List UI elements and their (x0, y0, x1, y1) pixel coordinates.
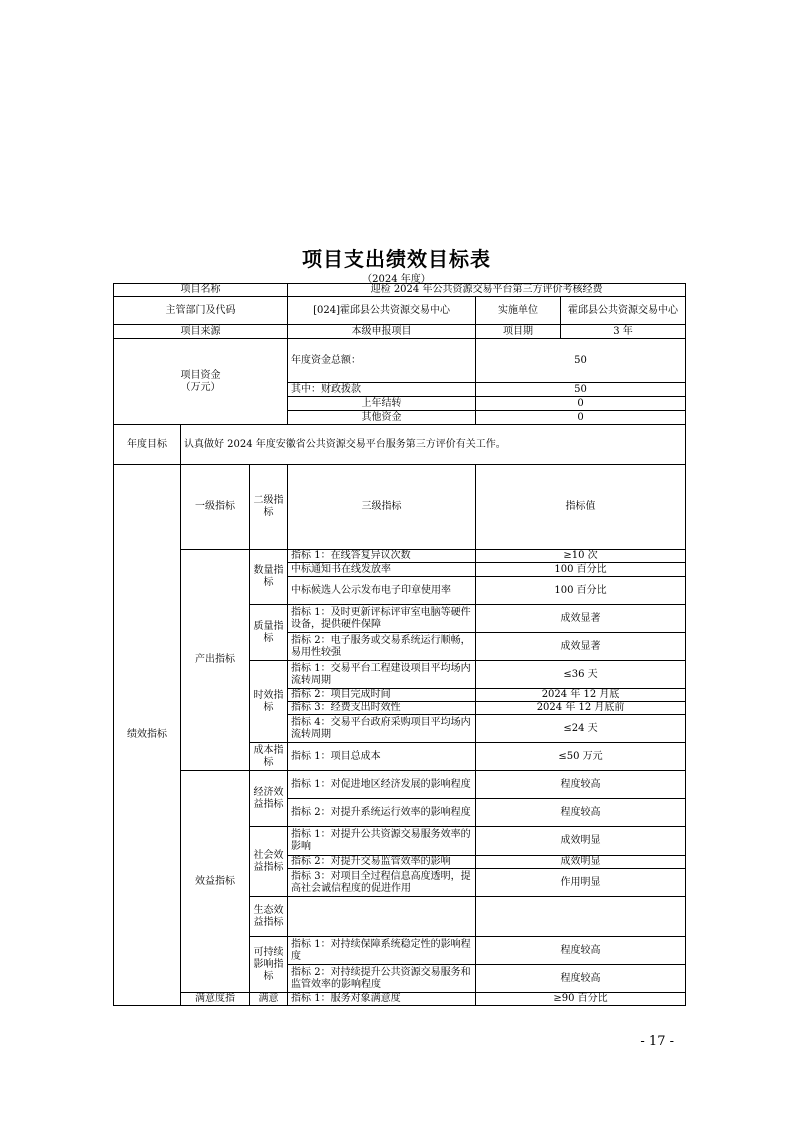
indicator-value: 程度较高 (476, 799, 686, 827)
funds-label-cell (114, 339, 288, 425)
unit-value: 霍邱县公共资源交易中心 (561, 297, 686, 325)
header-value: 指标值 (476, 465, 686, 550)
cost-label: 成本指标 (250, 743, 288, 771)
benefit-label: 效益指标 (181, 771, 250, 993)
indicator-name: 指标 2：项目完成时间 (288, 689, 476, 702)
goal-text: 认真做好 2024 年度安徽省公共资源交易平台服务第三方评价有关工作。 (181, 425, 686, 465)
indicator-value: 作用明显 (476, 869, 686, 897)
indicator-name: 指标 1：对持续保障系统稳定性的影响程度 (288, 937, 476, 965)
table-row (114, 550, 686, 563)
indicator-name: 指标 1：在线答复异议次数 (288, 550, 476, 563)
page-title: 项目支出绩效目标表 (302, 247, 491, 271)
quantity-label: 数量指标 (250, 550, 288, 605)
table-row (114, 993, 686, 1006)
economic-label: 经济效益指标 (250, 771, 288, 827)
funds-other-value: 0 (476, 411, 686, 425)
indicator-value: 成效明显 (476, 856, 686, 869)
indicator-value: 100 百分比 (476, 563, 686, 577)
indicator-value: 100 百分比 (476, 577, 686, 605)
funds-other-label: 其他资金 (288, 411, 476, 425)
project-name-label: 项目名称 (114, 284, 288, 297)
indicator-name: 指标 2：电子服务或交易系统运行顺畅，易用性较强 (288, 633, 476, 661)
timeliness-label: 时效指标 (250, 661, 288, 743)
table-row (114, 339, 686, 383)
indicator-name: 指标 3：对项目全过程信息高度透明，提高社会诚信程度的促进作用 (288, 869, 476, 897)
header-lvl3: 三级指标 (288, 465, 476, 550)
sustainable-label: 可持续影响指标 (250, 937, 288, 993)
indicator-value: ≥10 次 (476, 550, 686, 563)
funds-carry-value: 0 (476, 397, 686, 411)
dept-label: 主管部门及代码 (114, 297, 288, 325)
indicator-value: ≥90 百分比 (476, 993, 686, 1006)
indicator-value: 程度较高 (476, 771, 686, 799)
source-value: 本级申报项目 (288, 325, 476, 339)
table-row (114, 297, 686, 325)
indicator-name: 指标 3：经费支出时效性 (288, 702, 476, 715)
indicator-value: 成效明显 (476, 827, 686, 856)
indicator-name: 指标 1：及时更新评标评审室电脑等硬件设备，提供硬件保障 (288, 605, 476, 633)
indicator-name: 指标 2：对提升交易监管效率的影响 (288, 856, 476, 869)
table-row (114, 284, 686, 297)
indicator-value: ≤24 天 (476, 715, 686, 743)
funds-total-label: 年度资金总额： (288, 339, 476, 383)
satisfaction-sub-label: 满意 (250, 993, 288, 1006)
funds-label: 项目资金 (180, 369, 221, 381)
indicator-value: 2024 年 12 月底 (476, 689, 686, 702)
period-label: 项目期 (476, 325, 561, 339)
indicator-value: 2024 年 12 月底前 (476, 702, 686, 715)
unit-label: 实施单位 (476, 297, 561, 325)
indicator-value: 程度较高 (476, 937, 686, 965)
ecological-value-empty (476, 897, 686, 937)
page-number: - 17 - (640, 1034, 674, 1049)
funds-carry-label: 上年结转 (288, 397, 476, 411)
perf-label: 绩效指标 (114, 465, 181, 1006)
social-label: 社会效益指标 (250, 827, 288, 897)
page-subtitle: （2024 年度） (362, 274, 431, 285)
ecological-label: 生态效益指标 (250, 897, 288, 937)
funds-unit: （万元） (180, 381, 221, 393)
table-row (114, 425, 686, 465)
indicator-name: 指标 1：交易平台工程建设项目平均场内流转周期 (288, 661, 476, 689)
indicator-name: 指标 4：交易平台政府采购项目平均场内流转周期 (288, 715, 476, 743)
indicator-value: ≤36 天 (476, 661, 686, 689)
indicator-value: ≤50 万元 (476, 743, 686, 771)
dept-value: [024]霍邱县公共资源交易中心 (288, 297, 476, 325)
quality-label: 质量指标 (250, 605, 288, 661)
funds-fiscal-label: 其中：财政拨款 (288, 383, 476, 397)
ecological-indicator-empty (288, 897, 476, 937)
table-row (114, 771, 686, 799)
performance-table (113, 283, 686, 1006)
funds-fiscal-value: 50 (476, 383, 686, 397)
table-row (114, 325, 686, 339)
table-row (114, 465, 686, 550)
output-label: 产出指标 (181, 550, 250, 771)
indicator-name: 指标 1：对提升公共资源交易服务效率的影响 (288, 827, 476, 856)
indicator-name: 指标 1：对促进地区经济发展的影响程度 (288, 771, 476, 799)
indicator-name: 指标 2：对提升系统运行效率的影响程度 (288, 799, 476, 827)
indicator-value: 程度较高 (476, 965, 686, 993)
project-name-value: 迎检 2024 年公共资源交易平台第三方评价考核经费 (288, 284, 686, 297)
satisfaction-label: 满意度指 (181, 993, 250, 1006)
header-lvl2: 二级指标 (250, 465, 288, 550)
header-lvl1: 一级指标 (181, 465, 250, 550)
source-label: 项目来源 (114, 325, 288, 339)
indicator-value: 成效显著 (476, 605, 686, 633)
indicator-value: 成效显著 (476, 633, 686, 661)
indicator-name: 中标候选人公示发布电子印章使用率 (288, 577, 476, 605)
goal-label: 年度目标 (114, 425, 181, 465)
indicator-name: 指标 1：项目总成本 (288, 743, 476, 771)
period-value: 3 年 (561, 325, 686, 339)
indicator-name: 指标 2：对持续提升公共资源交易服务和监管效率的影响程度 (288, 965, 476, 993)
indicator-name: 指标 1：服务对象满意度 (288, 993, 476, 1006)
indicator-name: 中标通知书在线发放率 (288, 563, 476, 577)
funds-total-value: 50 (476, 339, 686, 383)
